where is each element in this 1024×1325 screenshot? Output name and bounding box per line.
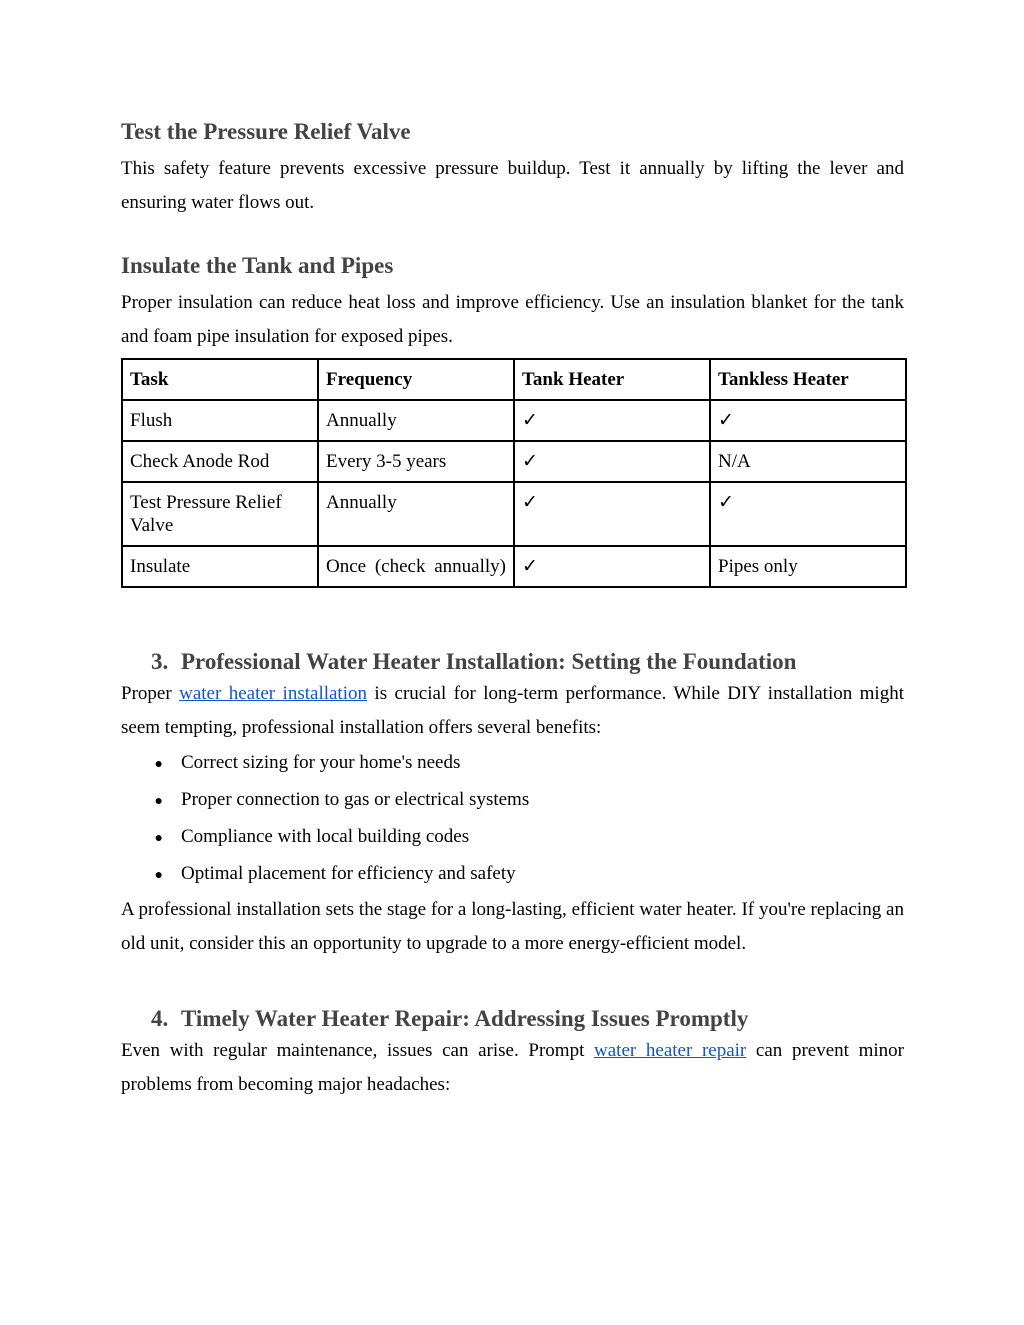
table-cell: Annually: [318, 400, 514, 441]
paragraph-insulate: Proper insulation can reduce heat loss and improve efficiency. Use an insulation blanket for the tank and foam pipe insulation for exposed pipes.: [121, 292, 904, 347]
list-item: [121, 782, 904, 819]
table-cell: Every 3-5 years: [318, 441, 514, 482]
heading-insulate: Insulate the Tank and Pipes: [121, 253, 394, 278]
list-item-text: Correct sizing for your home's needs: [181, 752, 461, 773]
table-cell: Pipes only: [710, 546, 906, 587]
text-run: is crucial for long-term performance. While DIY installation might seem tempting, professional installation offers several benefits:: [121, 683, 904, 738]
table-cell: ✓: [514, 482, 710, 546]
table-cell: N/A: [710, 441, 906, 482]
bullet-icon: [121, 782, 181, 819]
list-item-text: Proper connection to gas or electrical systems: [181, 789, 530, 810]
benefits-list: [121, 745, 904, 893]
table-header-cell: Tankless Heater: [710, 359, 906, 400]
table-row: [122, 400, 906, 441]
paragraph-installation-intro: [121, 677, 904, 745]
table-cell: Flush: [122, 400, 318, 441]
table-header-cell: Tank Heater: [514, 359, 710, 400]
heading-text: Timely Water Heater Repair: Addressing Issues Promptly: [181, 1006, 749, 1031]
table-header-cell: Frequency: [318, 359, 514, 400]
text-run: Even with regular maintenance, issues can arise. Prompt: [121, 1040, 595, 1061]
bullet-icon: [121, 819, 181, 856]
table-row: [122, 546, 906, 587]
heading-number: 4.: [151, 1006, 169, 1031]
list-item: [121, 856, 904, 893]
list-item-text: Optimal placement for efficiency and safety: [181, 863, 516, 884]
table-cell: ✓: [710, 400, 906, 441]
table-cell: Test Pressure Relief Valve: [122, 482, 318, 546]
table-cell: Once (check annually): [318, 546, 514, 587]
list-item: [121, 745, 904, 782]
heading-installation: [121, 646, 904, 677]
list-item-text: Compliance with local building codes: [181, 826, 470, 847]
heading-pressure-relief-valve: Test the Pressure Relief Valve: [121, 119, 411, 144]
paragraph-pressure-relief-valve: This safety feature prevents excessive pressure buildup. Test it annually by lifting the lever and ensuring water flows out.: [121, 158, 904, 213]
table-row: [122, 441, 906, 482]
text-run: Proper: [121, 683, 180, 704]
heading-number: 3.: [151, 649, 169, 674]
list-item: [121, 819, 904, 856]
table-row: [122, 482, 906, 546]
paragraph-installation-closing: A professional installation sets the stage for a long-lasting, efficient water heater. If you're replacing an old unit, consider this an opportunity to upgrade to a more energy-efficient model.: [121, 899, 904, 954]
bullet-icon: [121, 745, 181, 782]
table-cell: Annually: [318, 482, 514, 546]
text-run: can prevent minor problems from becoming major headaches:: [121, 1040, 904, 1095]
table-cell: ✓: [710, 482, 906, 546]
table-cell: Check Anode Rod: [122, 441, 318, 482]
document-page: [121, 112, 904, 1102]
heading-text: Professional Water Heater Installation: Setting the Foundation: [181, 649, 797, 674]
table-cell: ✓: [514, 400, 710, 441]
link-water-heater-repair[interactable]: water heater repair: [594, 1040, 747, 1061]
table-cell: ✓: [514, 546, 710, 587]
heading-repair: [121, 1003, 904, 1034]
table-cell: Insulate: [122, 546, 318, 587]
table-cell: ✓: [514, 441, 710, 482]
maintenance-table: [121, 358, 907, 588]
link-water-heater-installation[interactable]: water heater installation: [179, 683, 367, 704]
bullet-icon: [121, 856, 181, 893]
table-header-row: [122, 359, 906, 400]
paragraph-repair-intro: [121, 1034, 904, 1102]
table-header-cell: Task: [122, 359, 318, 400]
